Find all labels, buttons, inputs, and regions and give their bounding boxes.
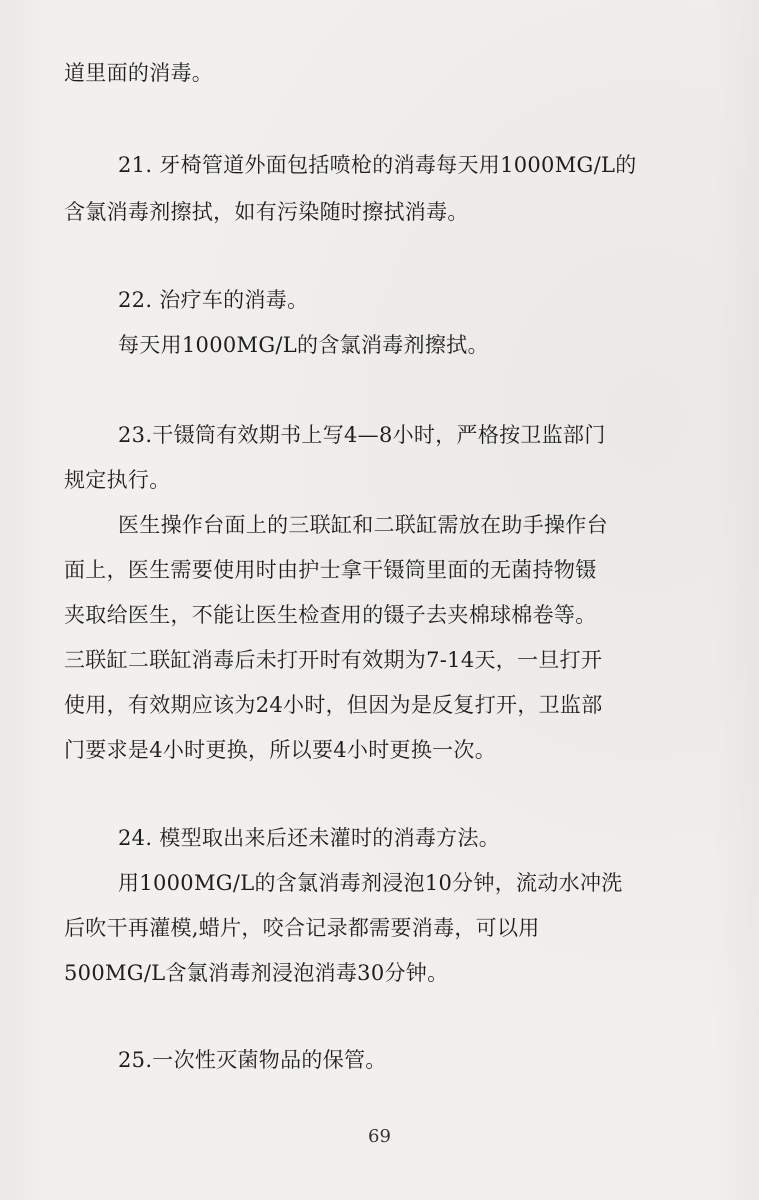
text-line: 面上，医生需要使用时由护士拿干镊筒里面的无菌持物镊 — [64, 558, 597, 582]
text-line: 用1000MG/L的含氯消毒剂浸泡10分钟，流动水冲洗 — [118, 871, 623, 895]
section-heading: 21. 牙椅管道外面包括喷枪的消毒每天用1000MG/L的 — [118, 153, 637, 177]
text-line: 每天用1000MG/L的含氯消毒剂擦拭。 — [118, 333, 489, 357]
section-heading: 23.干镊筒有效期书上写4—8小时，严格按卫监部门 — [118, 423, 606, 447]
text-line: 道里面的消毒。 — [64, 61, 214, 85]
section-heading: 24. 模型取出来后还未灌时的消毒方法。 — [118, 826, 501, 850]
text-line: 夹取给医生，不能让医生检查用的镊子去夹棉球棉卷等。 — [64, 603, 597, 627]
text-line: 门要求是4小时更换，所以要4小时更换一次。 — [64, 738, 497, 762]
text-line: 使用，有效期应该为24小时，但因为是反复打开，卫监部 — [64, 693, 603, 717]
text-line: 后吹干再灌模,蜡片，咬合记录都需要消毒，可以用 — [64, 916, 540, 940]
text-line: 500MG/L含氯消毒剂浸泡消毒30分钟。 — [64, 961, 449, 985]
section-heading: 25.一次性灭菌物品的保管。 — [118, 1048, 387, 1072]
section-heading: 22. 治疗车的消毒。 — [118, 288, 309, 312]
text-line: 三联缸二联缸消毒后未打开时有效期为7-14天，一旦打开 — [64, 648, 603, 672]
page-number: 69 — [368, 1126, 391, 1147]
text-line: 规定执行。 — [64, 468, 171, 492]
text-line: 含氯消毒剂擦拭，如有污染随时擦拭消毒。 — [64, 200, 469, 224]
text-line: 医生操作台面上的三联缸和二联缸需放在助手操作台 — [118, 513, 608, 537]
